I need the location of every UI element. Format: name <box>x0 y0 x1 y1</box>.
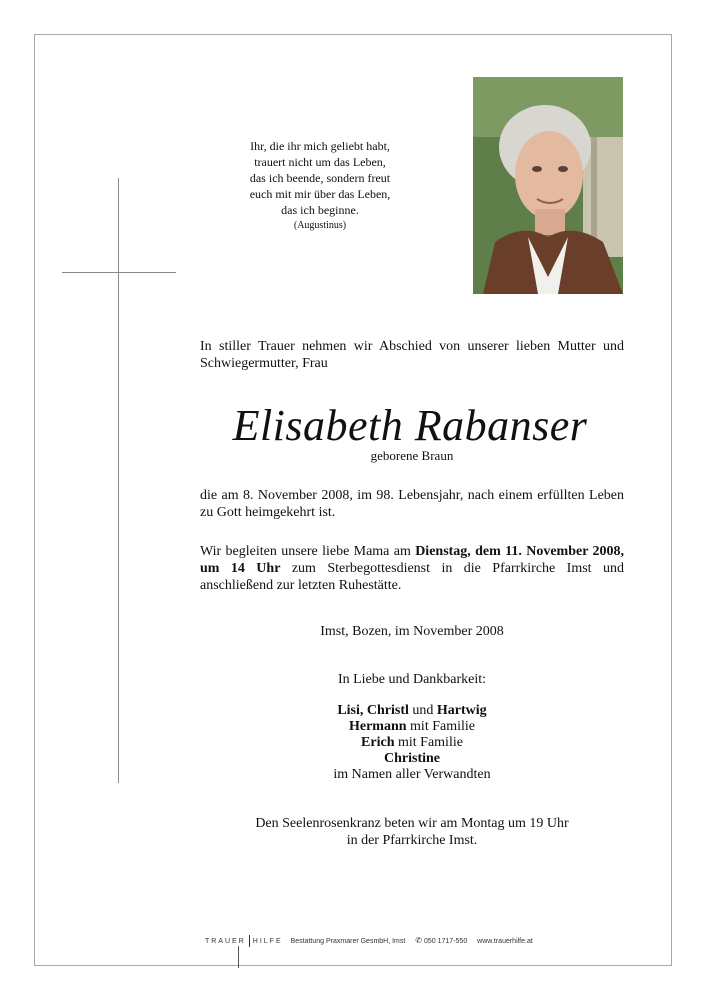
footer-company: Bestattung Praxmarer GesmbH, Imst <box>290 938 406 945</box>
portrait-illustration <box>473 77 623 294</box>
quote-source: (Augustinus) <box>293 220 347 231</box>
family-line <box>200 735 624 751</box>
quote-line: das ich beende, sondern freut <box>249 171 391 185</box>
family-line: im Namen aller Verwandten <box>333 767 491 782</box>
funeral-text-post: zum Sterbegottesdienst in die Pfarrkirche Imst und anschließend zur letzten Ruhestätte. <box>200 561 624 593</box>
quote-line: Ihr, die ihr mich geliebt habt, <box>250 139 390 153</box>
place-date: Imst, Bozen, im November 2008 <box>320 624 504 639</box>
phone-icon: ✆ <box>415 936 422 945</box>
family-connector: und <box>408 703 437 718</box>
death-notice-text: die am 8. November 2008, im 98. Lebensjahr, nach einem erfüllten Leben zu Gott heimgekehrt ist. <box>200 488 624 520</box>
family-line <box>200 703 624 719</box>
logo-divider-line <box>238 946 239 968</box>
footer-website[interactable]: www.trauerhilfe.at <box>477 938 533 945</box>
family-suffix: mit Familie <box>406 719 475 734</box>
family-line <box>200 719 624 735</box>
family-list <box>200 703 624 783</box>
logo-right: HILFE <box>252 938 283 945</box>
family-names: Lisi, Christl <box>337 703 409 718</box>
rosary-line: in der Pfarrkirche Imst. <box>346 833 478 848</box>
rosary-line: Den Seelenrosenkranz beten wir am Montag um 19 Uhr <box>255 816 569 831</box>
funeral-info <box>200 543 624 594</box>
deceased-name: Elisabeth Rabanser <box>232 401 588 450</box>
family-name: Christine <box>384 751 440 766</box>
maiden-name: geborene Braun <box>370 448 454 463</box>
quote-line: euch mit mir über das Leben, <box>249 187 391 201</box>
family-name: Erich <box>361 735 395 750</box>
family-line <box>200 751 624 767</box>
funeral-date: Dienstag, dem 11. November 2008, um 14 Uhr <box>200 544 624 576</box>
quote-line: das ich beginne. <box>281 203 359 217</box>
family-name: Hartwig <box>436 703 487 718</box>
rosary-notice <box>200 815 624 849</box>
footer-phone: 050 1717-550 <box>424 938 468 945</box>
trauerhilfe-logo <box>205 935 289 948</box>
cross-vertical-bar <box>118 178 119 783</box>
portrait-photo <box>473 77 623 294</box>
memorial-quote <box>205 138 435 234</box>
family-suffix: mit Familie <box>394 735 463 750</box>
quote-line: trauert nicht um das Leben, <box>254 155 386 169</box>
footer <box>205 935 533 949</box>
intro-text: In stiller Trauer nehmen wir Abschied von unserer lieben Mutter und Schwiegermutter, Frau <box>200 339 624 371</box>
cross-horizontal-bar <box>62 272 176 273</box>
thanks-line: In Liebe und Dankbarkeit: <box>337 672 487 687</box>
family-name: Hermann <box>348 719 407 734</box>
logo-left: TRAUER <box>205 938 246 945</box>
funeral-text-pre: Wir begleiten unsere liebe Mama am <box>200 544 416 559</box>
